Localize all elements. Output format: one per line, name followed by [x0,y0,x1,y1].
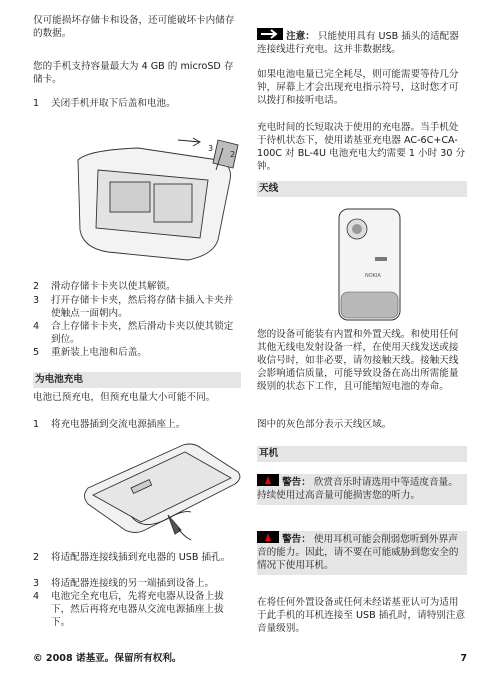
phone-back-illustration [337,207,402,322]
step-text: 电池完全充电后，先将充电器从设备上拔下，然后再将充电器从交流电源插座上拔下。 [51,591,224,628]
step-text: 合上存储卡卡夹，然后滑动卡夹以使其锁定到位。 [51,321,234,345]
step-number: 4 [33,591,40,602]
warning-text: 欣赏音乐时请选用中等适度音量。持续使用过高音量可能损害您的听力。 [257,477,458,501]
section-heading-antenna: 天线 [257,181,467,197]
charging-time-paragraph: 充电时间的长短取决于使用的充电器。当手机处于待机状态下，使用诺基亚充电器 AC-6C+CA-100C 对 BL-4U 电池充电大约需要 1 小时 30 分钟。 [257,122,466,172]
step-number: 1 [33,98,40,109]
antenna-paragraph: 您的设备可能装有内置和外置天线。和使用任何其他无线电发射设备一样，在使用天线发送或接收信号时，如非必要，请勿接触天线。接触天线会影响通信质量，可能导致设备在高出所需能量级别的状态下工作，且可能缩短电池的寿命。 [257,329,459,392]
section-heading-battery: 为电池充电 [33,372,241,388]
antenna-area-paragraph: 图中的灰色部分表示天线区域。 [257,419,392,430]
step-text: 滑动存储卡卡夹以使其解锁。 [51,281,176,292]
callout-2: 2 [230,150,236,159]
step-number: 2 [33,281,40,292]
step-text: 重新装上电池和后盖。 [51,347,147,358]
battery-empty-paragraph: 如果电池电量已完全耗尽，则可能需要等待几分钟，屏幕上才会出现充电指示符号，这时您才可以拨打和接听电话。 [257,69,459,106]
step-number: 5 [33,347,40,358]
memory-card-paragraph: 您的手机支持容量最大为 4 GB 的 microSD 存储卡。 [33,61,234,85]
page-footer [33,652,467,666]
warning-label: 警告： [282,534,311,545]
memory-card-illustration [68,120,243,270]
warning-box-2 [257,529,467,575]
note-block [257,28,467,56]
step-number: 3 [33,295,40,306]
step-text: 关闭手机并取下后盖和电池。 [51,98,176,109]
copyright: © 2008 诺基亚。保留所有权利。 [33,653,182,664]
page-number: 7 [460,653,467,664]
charger-illustration [73,440,243,545]
warning-text: 使用耳机可能会削弱您听到外界声音的能力。因此，请不要在可能威胁到您安全的情况下使用耳机。 [257,534,459,571]
step-text: 打开存储卡卡夹，然后将存储卡插入卡夹并使触点一面朝内。 [51,295,234,319]
step-number: 3 [33,578,40,589]
note-label: 注意： [286,31,315,42]
step-text: 将适配器连接线插到充电器的 USB 插孔。 [51,552,231,563]
battery-paragraph: 电池已预充电，但预充电量大小可能不同。 [33,392,216,403]
step-text: 将适配器连接线的另一端插到设备上。 [51,578,215,589]
warning-icon [257,474,279,486]
note-text: 只能使用具有 USB 插头的适配器连接线进行充电。这并非数据线。 [257,31,459,55]
section-heading-earphone: 耳机 [257,446,467,462]
brand-mark: NOKIA [365,273,381,279]
step-number: 2 [33,552,40,563]
note-arrow-icon [257,28,283,39]
warning-icon [257,531,279,543]
warning-box-1 [257,472,467,505]
intro-paragraph: 仅可能损坏存储卡和设备，还可能破坏卡内储存的数据。 [33,15,235,39]
warning-label: 警告： [282,477,311,488]
callout-3: 3 [208,144,214,153]
step-number: 4 [33,321,40,332]
step-number: 1 [33,419,40,430]
step-text: 将充电器插到交流电源插座上。 [51,419,186,430]
external-device-paragraph: 在将任何外置设备或任何未经诺基亚认可为适用于此手机的耳机连接至 USB 插孔时，请特别注意音量级别。 [257,597,466,634]
